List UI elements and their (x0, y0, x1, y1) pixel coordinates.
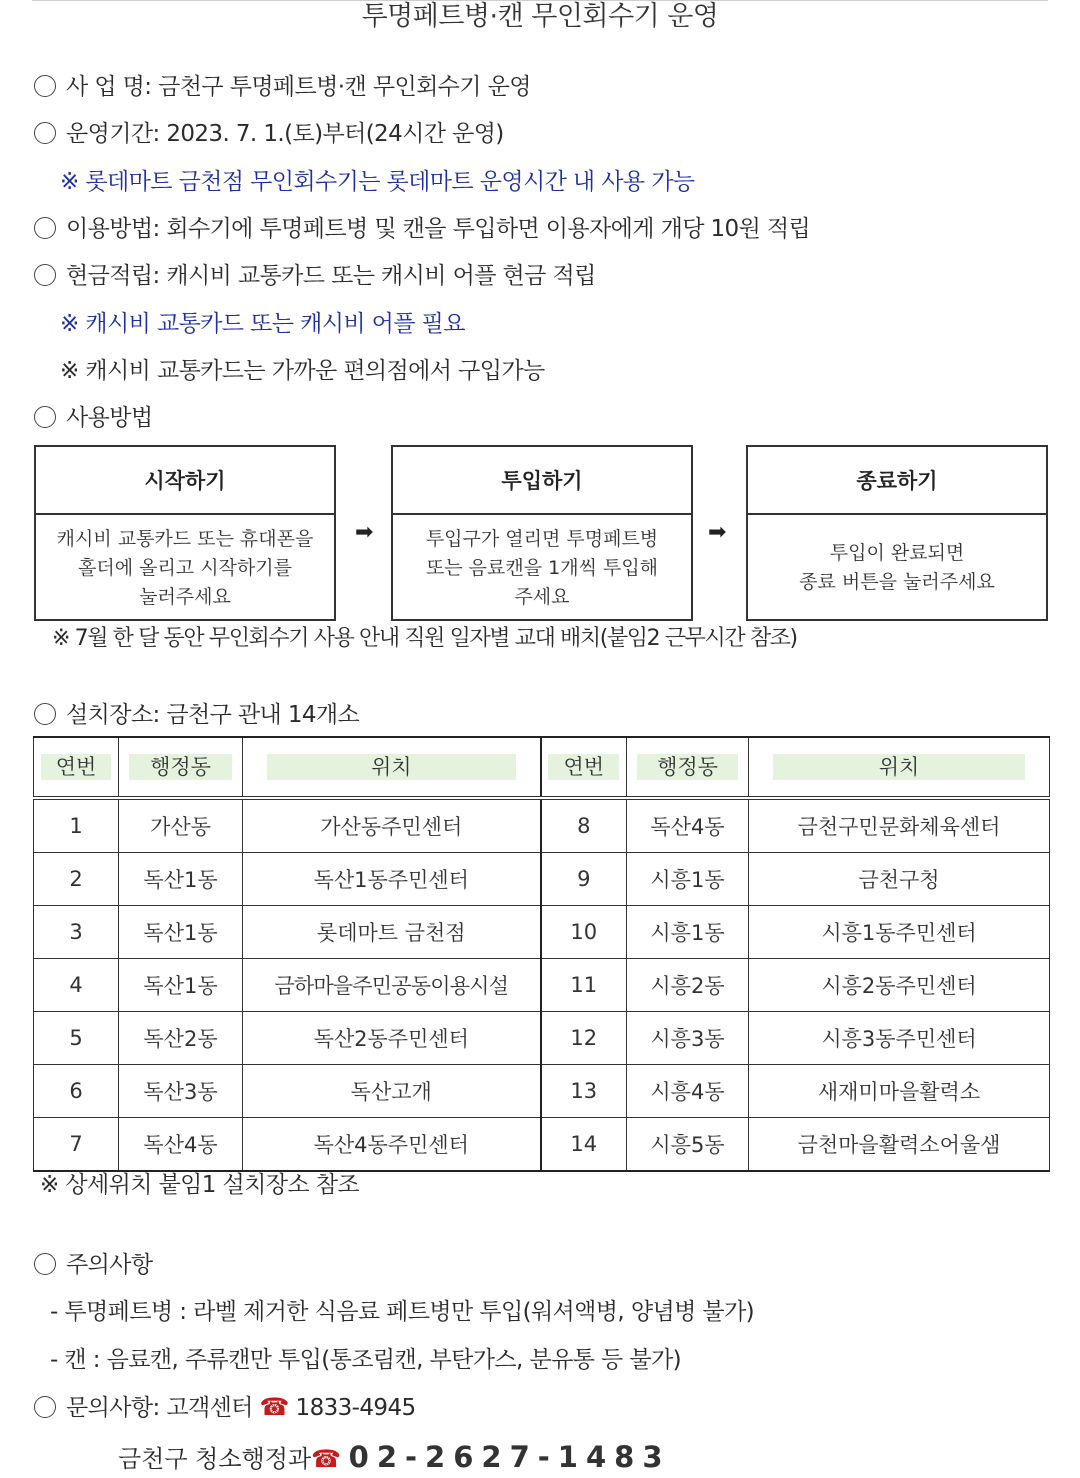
circle-bullet-icon (34, 1396, 56, 1418)
period-note: ※ 롯데마트 금천점 무인회수기는 롯데마트 운영시간 내 사용 가능 (60, 169, 695, 195)
circle-bullet-icon (34, 75, 56, 97)
header-cell: 행정동 (119, 737, 243, 798)
table-row (34, 959, 1050, 1012)
arrow-right-icon: ➡ (708, 520, 727, 545)
table-cell: 시흥4동 (627, 1065, 749, 1118)
caution-can: - 캔 : 음료캔, 주류캔만 투입(통조림캔, 부탄가스, 분유통 등 불가) (50, 1347, 681, 1373)
circle-bullet-icon (34, 703, 56, 725)
caution-pet: - 투명페트병 : 라벨 제거한 식음료 페트병만 투입(워셔액병, 양념병 불가) (50, 1299, 755, 1325)
table-cell: 새재미마을활력소 (749, 1065, 1050, 1118)
header-cell: 연번 (34, 737, 119, 798)
table-cell: 시흥2동 (627, 959, 749, 1012)
staff-note: ※ 7월 한 달 동안 무인회수기 사용 안내 직원 일자별 교대 배치(붙임2 근무시간 참조) (52, 626, 797, 651)
info-period: 운영기간: 2023. 7. 1.(토)부터(24시간 운영) (34, 119, 504, 149)
table-row (34, 853, 1050, 906)
locations-table (33, 736, 1050, 1172)
center-phone: 1833-4945 (295, 1395, 416, 1421)
table-cell: 5 (34, 1012, 119, 1065)
table-row (34, 1065, 1050, 1118)
table-cell: 시흥3동 (627, 1012, 749, 1065)
circle-bullet-icon (34, 217, 56, 239)
table-header-row (34, 737, 1050, 798)
table-row (34, 1012, 1050, 1065)
detail-note: ※ 상세위치 붙임1 설치장소 참조 (40, 1172, 359, 1198)
table-cell: 독산3동 (119, 1065, 243, 1118)
step-desc: 투입구가 열리면 투명페트병 또는 음료캔을 1개씩 투입해 주세요 (425, 527, 659, 608)
table-cell: 시흥5동 (627, 1118, 749, 1172)
step-title: 투입하기 (393, 447, 691, 515)
page-title: 투명페트병·캔 무인회수기 운영 (361, 1, 719, 32)
header-cell: 위치 (243, 737, 541, 798)
table-cell: 7 (34, 1118, 119, 1172)
step-desc: 캐시비 교통카드 또는 휴대폰을 홀더에 올리고 시작하기를 눌러주세요 (56, 527, 314, 608)
table-row (34, 798, 1050, 853)
table-cell: 12 (541, 1012, 627, 1065)
table-cell: 독산1동 (119, 959, 243, 1012)
dept-contact (118, 1440, 671, 1476)
table-cell: 11 (541, 959, 627, 1012)
table-cell: 금천구민문화체육센터 (749, 798, 1050, 853)
table-cell: 독산4동 (119, 1118, 243, 1172)
table-cell: 13 (541, 1065, 627, 1118)
table-cell: 시흥3동주민센터 (749, 1012, 1050, 1065)
header-cell: 연번 (541, 737, 627, 798)
table-cell: 10 (541, 906, 627, 959)
phone-icon: ☎ (259, 1393, 289, 1421)
table-cell: 시흥1동 (627, 906, 749, 959)
cash-note-1: ※ 캐시비 교통카드 또는 캐시비 어플 필요 (60, 311, 465, 337)
table-cell: 4 (34, 959, 119, 1012)
table-cell: 독산1동 (119, 906, 243, 959)
table-cell: 14 (541, 1118, 627, 1172)
table-cell: 독산1동주민센터 (243, 853, 541, 906)
table-cell: 1 (34, 798, 119, 853)
table-cell: 가산동 (119, 798, 243, 853)
arrow-right-icon: ➡ (355, 520, 374, 545)
dept-phone: 02-2627-1483 (348, 1440, 671, 1474)
contact-line: 문의사항: 고객센터 ☎ 1833-4945 (34, 1392, 416, 1423)
step-finish (746, 445, 1048, 621)
table-row (34, 906, 1050, 959)
table-cell: 6 (34, 1065, 119, 1118)
table-cell: 시흥1동주민센터 (749, 906, 1050, 959)
table-cell: 금하마을주민공동이용시설 (243, 959, 541, 1012)
info-usage: 이용방법: 회수기에 투명페트병 및 캔을 투입하면 이용자에게 개당 10원 적립 (34, 214, 810, 244)
step-title: 종료하기 (748, 447, 1046, 515)
table-cell: 금천구청 (749, 853, 1050, 906)
step-start (34, 445, 336, 621)
table-cell: 금천마을활력소어울샘 (749, 1118, 1050, 1172)
circle-bullet-icon (34, 264, 56, 286)
table-row (34, 1118, 1050, 1172)
cash-note-2: ※ 캐시비 교통카드는 가까운 편의점에서 구입가능 (60, 358, 545, 384)
table-cell: 독산4동 (627, 798, 749, 853)
table-cell: 독산1동 (119, 853, 243, 906)
info-method: 사용방법 (34, 403, 152, 433)
step-desc: 투입이 완료되면 종료 버튼을 눌러주세요 (799, 542, 995, 593)
info-cash: 현금적립: 캐시비 교통카드 또는 캐시비 어플 현금 적립 (34, 261, 596, 291)
table-cell: 8 (541, 798, 627, 853)
table-cell: 독산2동주민센터 (243, 1012, 541, 1065)
table-cell: 2 (34, 853, 119, 906)
table-cell: 시흥2동주민센터 (749, 959, 1050, 1012)
circle-bullet-icon (34, 122, 56, 144)
cautions-title: 주의사항 (34, 1250, 152, 1280)
circle-bullet-icon (34, 406, 56, 428)
step-title: 시작하기 (36, 447, 334, 515)
phone-icon: ☎ (311, 1445, 342, 1473)
table-cell: 롯데마트 금천점 (243, 906, 541, 959)
table-cell: 3 (34, 906, 119, 959)
locations-title: 설치장소: 금천구 관내 14개소 (34, 700, 359, 730)
table-cell: 9 (541, 853, 627, 906)
header-cell: 위치 (749, 737, 1050, 798)
info-business: 사 업 명: 금천구 투명페트병·캔 무인회수기 운영 (34, 72, 531, 102)
dept-name: 금천구 청소행정과 (118, 1445, 312, 1473)
header-cell: 행정동 (627, 737, 749, 798)
table-cell: 독산2동 (119, 1012, 243, 1065)
table-cell: 독산4동주민센터 (243, 1118, 541, 1172)
table-cell: 독산고개 (243, 1065, 541, 1118)
step-insert (391, 445, 693, 621)
circle-bullet-icon (34, 1253, 56, 1275)
table-cell: 가산동주민센터 (243, 798, 541, 853)
table-cell: 시흥1동 (627, 853, 749, 906)
